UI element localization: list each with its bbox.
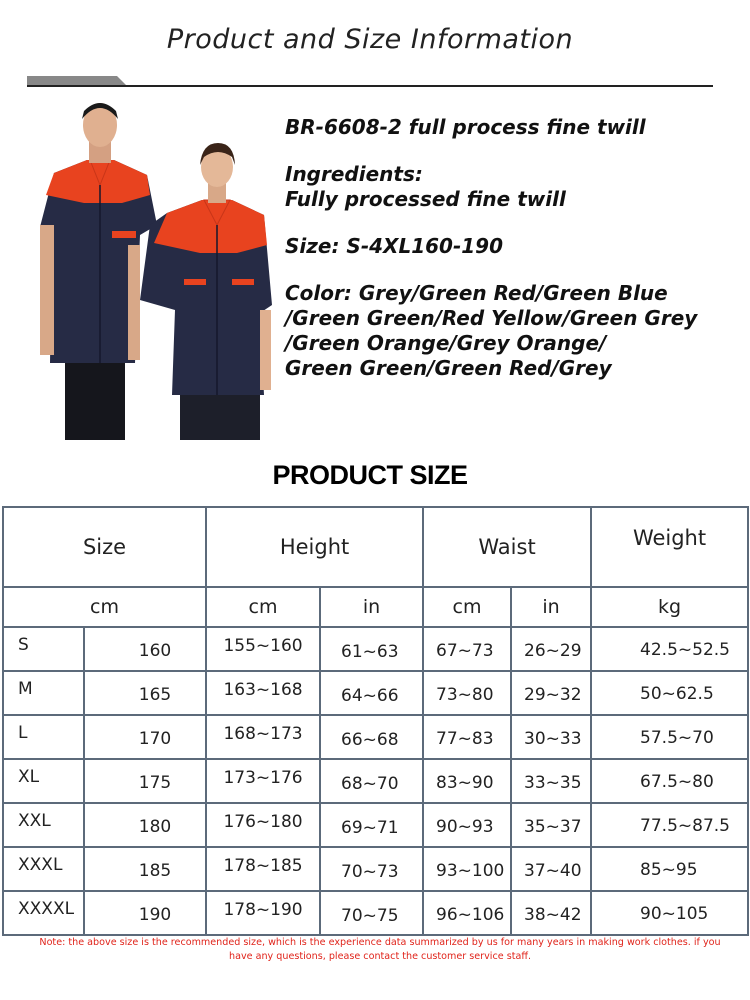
cell-waist-in: 35~37	[511, 805, 591, 849]
header-size: Size	[3, 507, 206, 587]
cell-height-in: 61~63	[320, 630, 423, 674]
table-header-groups	[3, 507, 748, 587]
unit-waist-cm: cm	[423, 587, 511, 627]
unit-weight-kg: kg	[591, 587, 748, 627]
product-specs	[285, 115, 745, 403]
cell-height-in: 64~66	[320, 674, 423, 718]
cell-height-cm: 178~190	[206, 888, 320, 932]
cell-height-in: 70~73	[320, 850, 423, 894]
model-line: BR-6608-2 full process fine twill	[285, 115, 646, 139]
cell-cm: 170	[84, 717, 206, 761]
cell-weight-kg: 85~95	[591, 848, 748, 892]
cell-waist-cm: 93~100	[423, 849, 511, 893]
product-size-heading: PRODUCT SIZE	[272, 460, 468, 490]
cell-weight-kg: 67.5~80	[591, 760, 748, 804]
cell-size: S	[3, 623, 84, 667]
cell-cm: 180	[84, 805, 206, 849]
table-row	[3, 715, 748, 759]
color-line: /Green Green/Red Yellow/Green Grey	[285, 306, 698, 330]
cell-waist-cm: 90~93	[423, 805, 511, 849]
cell-height-in: 66~68	[320, 718, 423, 762]
ingredients-label: Ingredients:	[285, 162, 423, 186]
cell-weight-kg: 77.5~87.5	[591, 804, 748, 848]
table-row	[3, 759, 748, 803]
cell-weight-kg: 90~105	[591, 892, 748, 936]
cell-cm: 165	[84, 673, 206, 717]
table-row	[3, 847, 748, 891]
cell-height-cm: 155~160	[206, 624, 320, 668]
unit-height-in: in	[320, 587, 423, 627]
cell-weight-kg: 42.5~52.5	[591, 628, 748, 672]
cell-weight-kg: 50~62.5	[591, 672, 748, 716]
note-line: Note: the above size is the recommended size, which is the experience data summarized by us for many years in making work clothes. if you	[39, 937, 721, 948]
cell-waist-in: 29~32	[511, 673, 591, 717]
cell-height-in: 68~70	[320, 762, 423, 806]
table-row	[3, 671, 748, 715]
cell-waist-in: 37~40	[511, 849, 591, 893]
size-table	[2, 506, 749, 936]
size-note	[10, 936, 750, 964]
female-model	[140, 143, 272, 440]
cell-waist-cm: 96~106	[423, 893, 511, 937]
cell-waist-cm: 83~90	[423, 761, 511, 805]
header-divider	[27, 85, 713, 87]
cell-waist-cm: 73~80	[423, 673, 511, 717]
header-weight: Weight	[591, 507, 748, 587]
cell-height-cm: 178~185	[206, 844, 320, 888]
color-line: /Green Orange/Grey Orange/	[285, 331, 607, 355]
cell-height-in: 69~71	[320, 806, 423, 850]
cell-cm: 190	[84, 893, 206, 937]
cell-cm: 185	[84, 849, 206, 893]
note-line: have any questions, please contact the customer service staff.	[229, 951, 531, 962]
cell-height-cm: 173~176	[206, 756, 320, 800]
cell-cm: 175	[84, 761, 206, 805]
unit-size-cm: cm	[3, 587, 206, 627]
product-photo	[32, 95, 277, 440]
cell-cm: 160	[84, 629, 206, 673]
cell-size: XXL	[3, 799, 84, 843]
cell-height-cm: 176~180	[206, 800, 320, 844]
table-row	[3, 891, 748, 935]
color-line: Green Green/Green Red/Grey	[285, 356, 612, 380]
ingredients-block	[285, 162, 745, 212]
ingredients-value: Fully processed fine twill	[285, 187, 566, 211]
cell-size: L	[3, 711, 84, 755]
cell-height-cm: 168~173	[206, 712, 320, 756]
table-row	[3, 803, 748, 847]
cell-waist-in: 30~33	[511, 717, 591, 761]
header-waist: Waist	[423, 507, 591, 587]
table-row	[3, 627, 748, 671]
cell-waist-in: 38~42	[511, 893, 591, 937]
color-line: Color: Grey/Green Red/Green Blue	[285, 281, 668, 305]
cell-waist-cm: 67~73	[423, 629, 511, 673]
page-title: Product and Size Information	[166, 24, 574, 55]
cell-weight-kg: 57.5~70	[591, 716, 748, 760]
cell-height-in: 70~75	[320, 894, 423, 938]
cell-size: XXXL	[3, 843, 84, 887]
cell-waist-cm: 77~83	[423, 717, 511, 761]
unit-waist-in: in	[511, 587, 591, 627]
unit-height-cm: cm	[206, 587, 320, 627]
color-block	[285, 281, 745, 381]
header-height: Height	[206, 507, 423, 587]
cell-size: XL	[3, 755, 84, 799]
table-header-units	[3, 587, 748, 627]
cell-waist-in: 33~35	[511, 761, 591, 805]
cell-size: XXXXL	[3, 887, 84, 931]
cell-size: M	[3, 667, 84, 711]
male-model	[40, 103, 157, 440]
cell-height-cm: 163~168	[206, 668, 320, 712]
size-line: Size: S-4XL160-190	[285, 234, 504, 258]
cell-waist-in: 26~29	[511, 629, 591, 673]
